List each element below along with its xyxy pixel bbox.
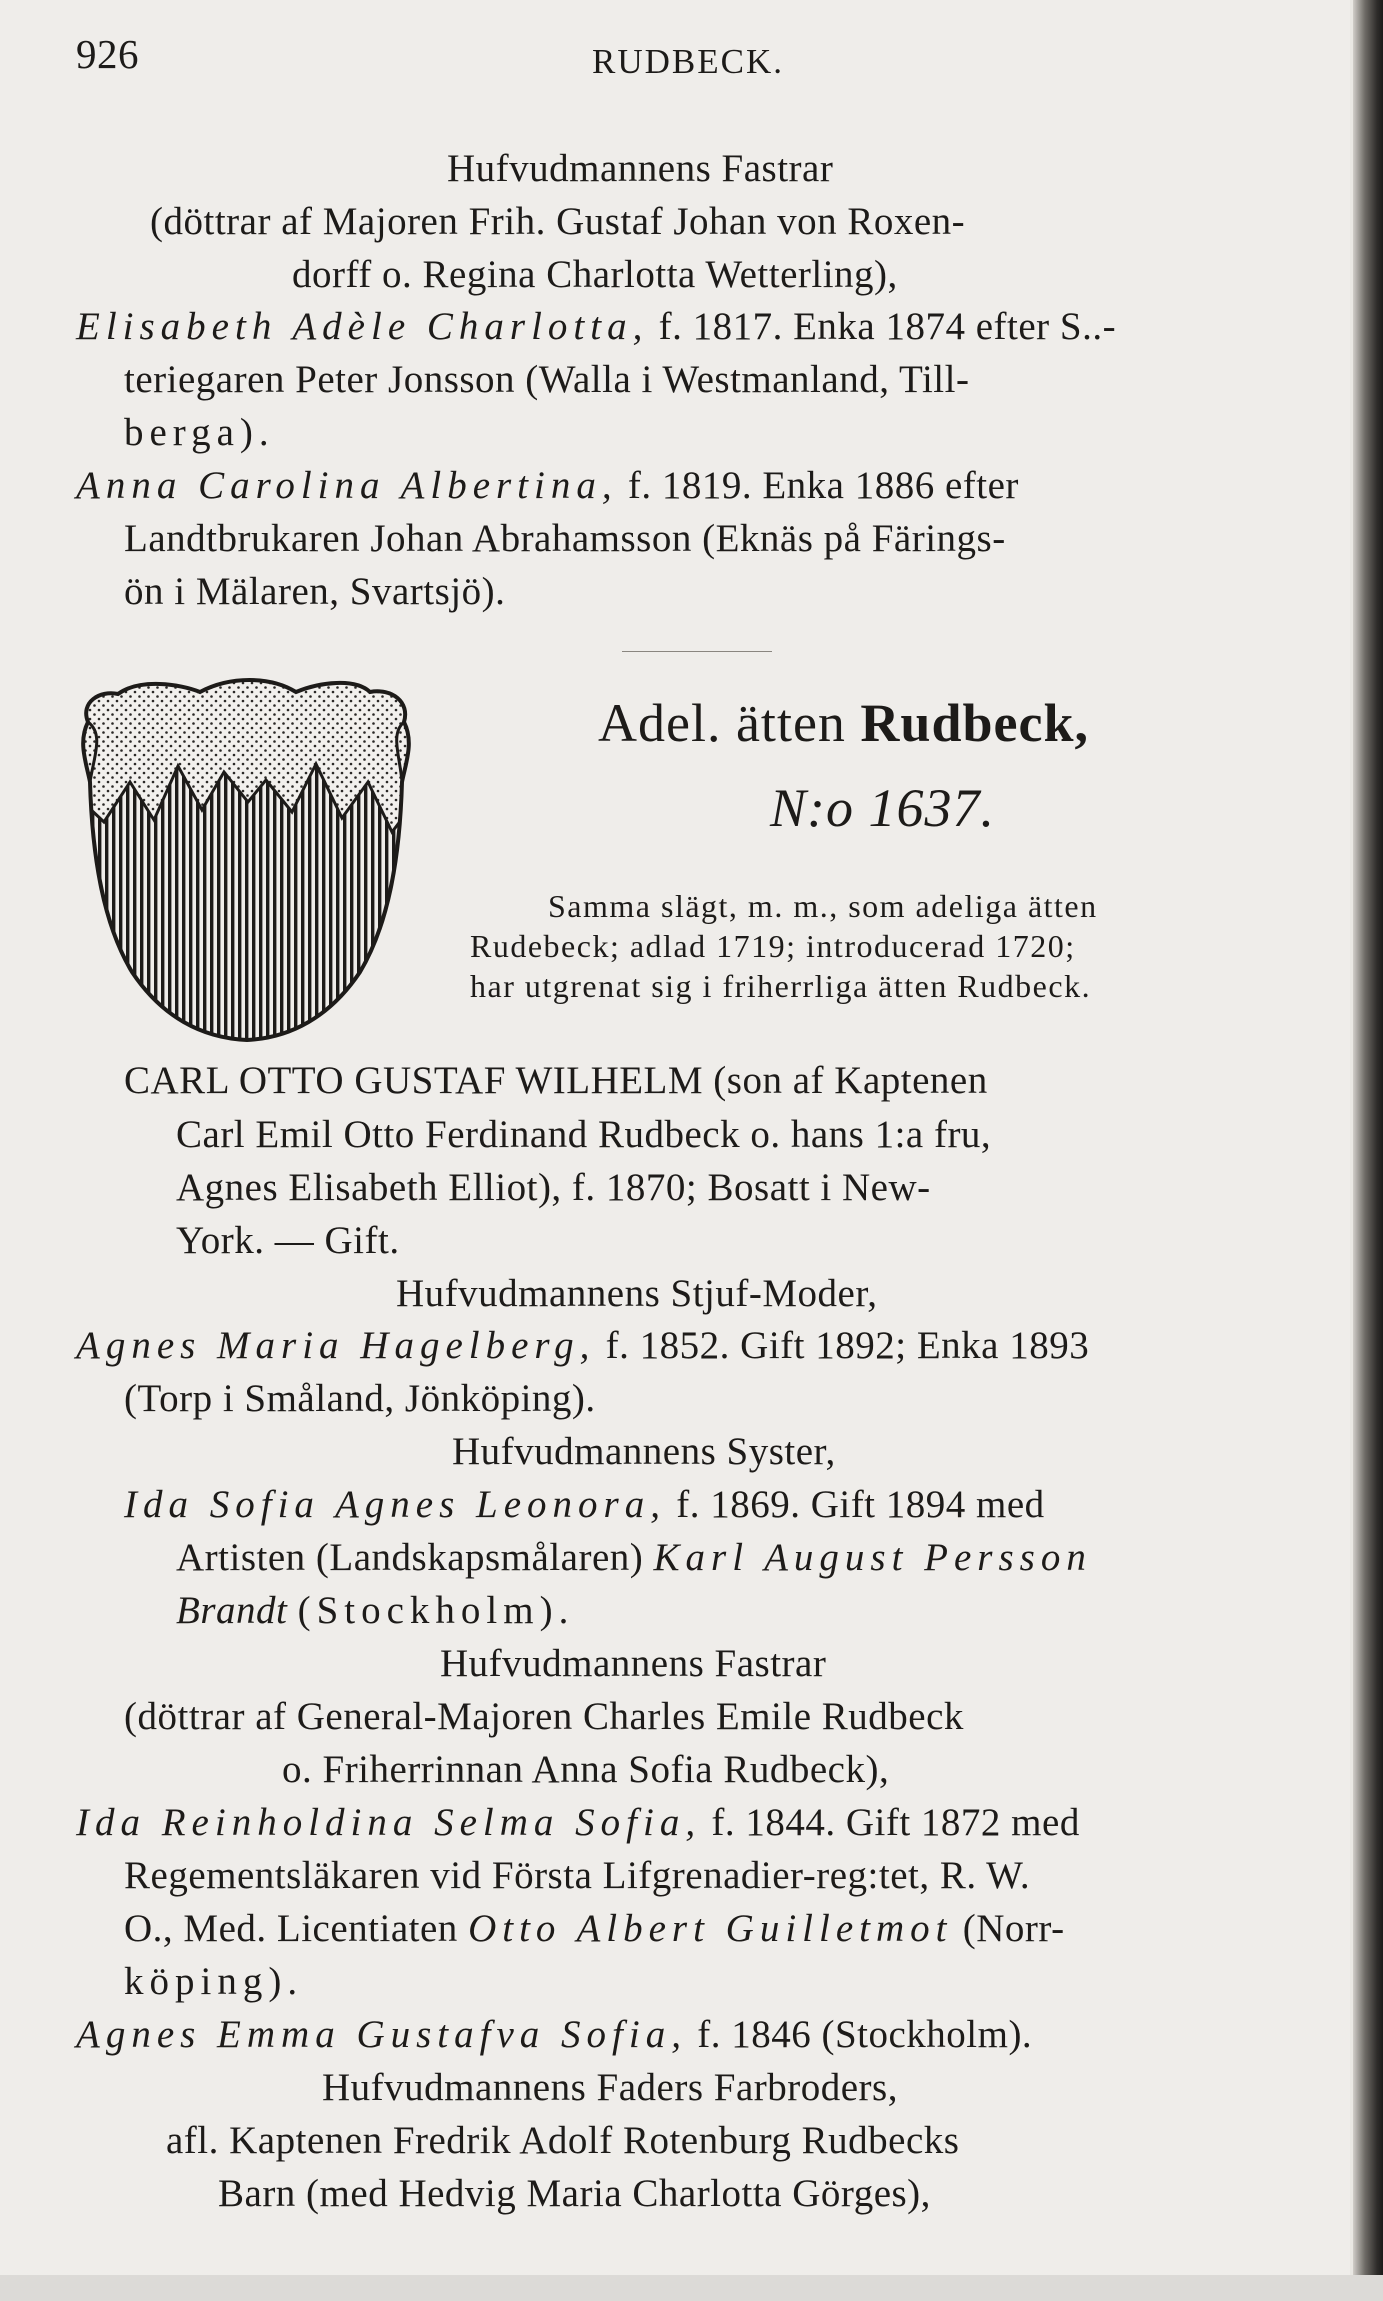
- text-line: afl. Kaptenen Fredrik Adolf Rotenburg Rudbecks: [166, 2119, 960, 2162]
- family-note: Samma slägt, m. m., som adeliga ätten: [548, 888, 1098, 924]
- family-note: har utgrenat sig i friherrliga ätten Rudbeck.: [470, 968, 1092, 1004]
- text-line: [76, 1322, 1089, 1370]
- person-name: Ida Reinholdina Selma Sofia,: [76, 1801, 702, 1844]
- text-line: [76, 2011, 1032, 2059]
- text-line: [124, 1481, 1045, 1529]
- family-title-prefix: Adel. ätten: [598, 693, 846, 753]
- text-span: f. 1846 (Stockholm).: [697, 2013, 1033, 2056]
- page-number: 926: [76, 31, 139, 77]
- text-span: f. 1844. Gift 1872 med: [711, 1801, 1080, 1844]
- text-line: berga).: [124, 411, 275, 454]
- text-line: [76, 462, 1019, 510]
- text-line: [176, 1534, 1092, 1582]
- text-span: f. 1817. Enka 1874 efter S..-: [658, 305, 1117, 348]
- person-name: Anna Carolina Albertina,: [76, 464, 618, 507]
- person-name: Karl August Persson: [653, 1536, 1092, 1579]
- text-line: ön i Mälaren, Svartsjö).: [124, 570, 506, 613]
- heading-fastrar-1: Hufvudmannens Fastrar: [447, 147, 834, 190]
- text-line: köping).: [124, 1960, 304, 2003]
- text-span: (Norr-: [962, 1907, 1065, 1950]
- text-span: Artisten (Landskapsmålaren): [176, 1536, 644, 1579]
- text-line: Regementsläkaren vid Första Lifgrenadier-reg:tet, R. W.: [124, 1854, 1031, 1897]
- text-line: York. — Gift.: [176, 1219, 400, 1262]
- family-name: Rudbeck,: [860, 693, 1089, 753]
- text-span: f. 1819. Enka 1886 efter: [627, 464, 1019, 507]
- text-span: f. 1869. Gift 1894 med: [676, 1483, 1045, 1526]
- person-name: Elisabeth Adèle Charlotta,: [76, 305, 649, 348]
- heading-syster: Hufvudmannens Syster,: [452, 1430, 836, 1473]
- heading-stjuf-moder: Hufvudmannens Stjuf-Moder,: [396, 1272, 878, 1315]
- head-of-family: CARL OTTO GUSTAF WILHELM (son af Kaptenen: [124, 1059, 988, 1102]
- page-bottom-edge: [0, 2275, 1383, 2301]
- heading-fastrar-2: Hufvudmannens Fastrar: [440, 1642, 827, 1685]
- text-span: f. 1852. Gift 1892; Enka 1893: [605, 1324, 1090, 1367]
- person-name: Otto Albert Guilletmot: [468, 1907, 953, 1950]
- text-line: Agnes Elisabeth Elliot), f. 1870; Bosatt i New-: [176, 1166, 931, 1209]
- running-title: RUDBECK.: [592, 42, 784, 81]
- text-line: (döttrar af Majoren Frih. Gustaf Johan von Roxen-: [150, 200, 966, 243]
- section-divider: [622, 651, 772, 652]
- text-span: (Stockholm).: [297, 1589, 575, 1632]
- text-line: [76, 303, 1116, 351]
- text-line: teriegaren Peter Jonsson (Walla i Westmanland, Till-: [124, 358, 970, 401]
- text-line: Barn (med Hedvig Maria Charlotta Görges),: [218, 2172, 931, 2215]
- text-line: [124, 1905, 1065, 1953]
- text-span: O., Med. Licentiaten: [124, 1907, 458, 1950]
- text-line: [76, 1799, 1080, 1847]
- text-line: Carl Emil Otto Ferdinand Rudbeck o. hans 1:a fru,: [176, 1113, 992, 1156]
- person-name: Agnes Maria Hagelberg,: [76, 1324, 596, 1367]
- person-name: Brandt: [176, 1589, 288, 1632]
- text-line: Landtbrukaren Johan Abrahamsson (Eknäs på Färings-: [124, 517, 1006, 560]
- book-spine-shadow: [1353, 0, 1383, 2275]
- person-name: Agnes Emma Gustafva Sofia,: [76, 2013, 687, 2056]
- person-name: Ida Sofia Agnes Leonora,: [124, 1483, 666, 1526]
- coat-of-arms-shield-icon: [70, 672, 424, 1042]
- heading-farbroders: Hufvudmannens Faders Farbroders,: [322, 2066, 898, 2109]
- text-line: dorff o. Regina Charlotta Wetterling),: [292, 253, 898, 296]
- family-number: N:o 1637.: [770, 778, 995, 838]
- family-note: Rudebeck; adlad 1719; introducerad 1720;: [470, 928, 1076, 964]
- text-line: (Torp i Småland, Jönköping).: [124, 1377, 596, 1420]
- text-line: [176, 1587, 574, 1635]
- text-line: (döttrar af General-Majoren Charles Emile Rudbeck: [124, 1695, 964, 1738]
- family-title: [598, 692, 1089, 754]
- text-line: o. Friherrinnan Anna Sofia Rudbeck),: [282, 1748, 890, 1791]
